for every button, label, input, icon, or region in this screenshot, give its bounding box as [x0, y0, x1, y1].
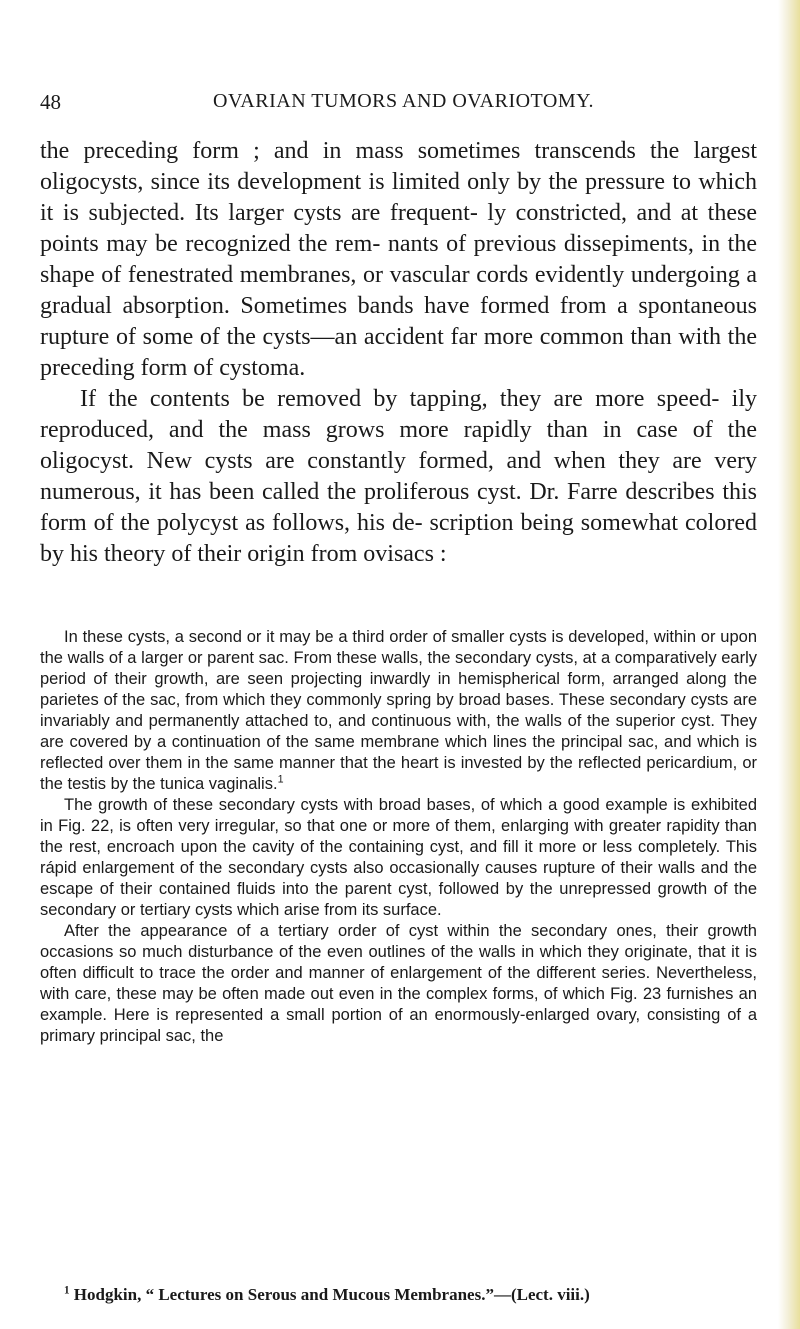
quote-paragraph: After the appearance of a tertiary order of cyst within the secondary ones, their growth occasions so much disturbance of the even outlines of the walls in which they originate, that it is often difficult to trace the order and manner of enlargement of the different series. Nevertheless, with care, these may be often made out even in the complex forms, of which Fig. 23 furnishes an example. Here is represented a small portion of an enormously-enlarged ovary, consisting of a primary principal sac, the: [40, 922, 757, 1045]
page-edge: [778, 0, 800, 1329]
paragraph: If the contents be removed by tapping, they are more speed- ily reproduced, and the mass grows more rapidly than in case of the oligocyst. New cysts are constantly formed, and when they are very numerous, it has been called the proliferous cyst. Dr. Farre describes this form of the polycyst as follows, his de- scription being somewhat colored by his theory of their origin from ovisacs :: [40, 386, 757, 567]
running-head: OVARIAN TUMORS AND OVARIOTOMY.: [213, 90, 594, 112]
block-quote: [40, 627, 757, 1047]
footnote-text: Hodgkin, “ Lectures on Serous and Mucous Membranes.”—(Lect. viii.): [73, 1285, 590, 1304]
quote-paragraph: [40, 627, 757, 795]
main-text: [40, 136, 757, 570]
footnote-mark: 1: [64, 1284, 70, 1297]
quote-text: In these cysts, a second or it may be a third order of smaller cysts is developed, within or upon the walls of a larger or parent sac. From these walls, the secondary cysts, at a comparatively early period of their growth, are seen projecting inwardly in hemispherical form, arranged along the parietes of the sac, from which they commonly spring by broad bases. These secondary cysts are invariably and permanently attached to, and continuous with, the walls of the superior cyst. They are covered by a continuation of the same membrane which lines the principal sac, and which is reflected over them in the same manner that the heart is invested by the reflected pericardium, or the testis by the tunica vaginalis.: [40, 628, 757, 793]
footnote: [40, 1285, 757, 1305]
page-header: [40, 90, 757, 120]
quote-paragraph: The growth of these secondary cysts with broad bases, of which a good example is exhibited in Fig. 22, is often very irregular, so that one or more of them, enlarging with greater rapidity than the rest, encroach upon the cavity of the containing cyst, and fill it more or less completely. This rápid enlargement of the secondary cysts also occasionally causes rupture of their walls and the escape of their contained fluids into the parent cyst, followed by the unrepressed growth of the secondary or tertiary cysts which arise from its surface.: [40, 796, 757, 919]
page-number: 48: [40, 90, 61, 114]
paragraph: the preceding form ; and in mass sometimes transcends the largest oligocysts, since its development is limited only by the pressure to which it is subjected. Its larger cysts are frequent- ly constricted, and at these points may be recognized the rem- nants of previous dissepiments, in the shape of fenestrated membranes, or vascular cords evidently undergoing a gradual absorption. Sometimes bands have formed from a spontaneous rupture of some of the cysts—an accident far more common than with the preceding form of cystoma.: [40, 138, 757, 381]
footnote-reference: 1: [277, 773, 284, 786]
